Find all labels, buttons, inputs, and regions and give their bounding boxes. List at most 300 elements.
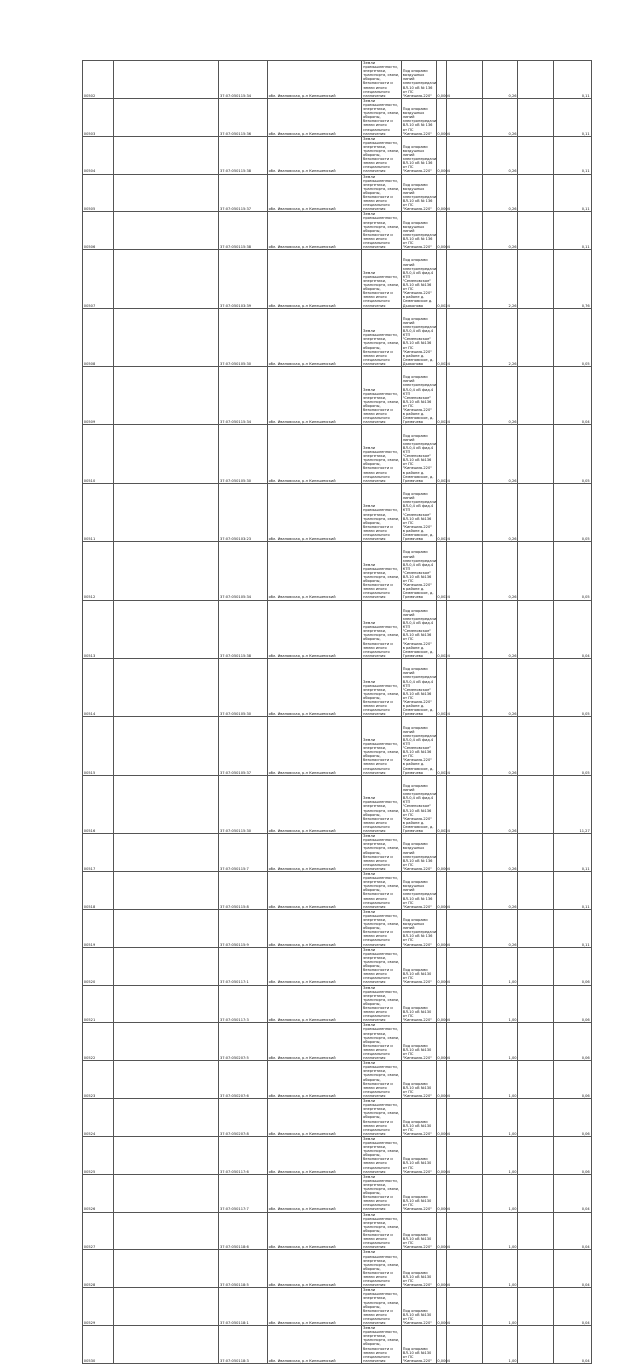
- value-b-cell: 0,26: [482, 367, 518, 425]
- value-c-cell: 0,06: [553, 1136, 591, 1174]
- empty-cell: [113, 600, 219, 658]
- land-category-cell: Земли промышленности, энергетики, транспорта, связи, обороны, безопасности и земли иного специального назначения: [362, 1326, 402, 1364]
- purpose-cell: Под опорами ВЛ-10 кВ №130 от ПС "Кинешма-220": [401, 1061, 436, 1099]
- empty-cell: [447, 61, 483, 99]
- value-b-cell: 0,26: [482, 834, 518, 872]
- table-row: [83, 834, 592, 872]
- land-category-cell: Земли промышленности, энергетики, транспорта, связи, обороны, безопасности и земли иного специального назначения: [362, 61, 402, 99]
- value-c-cell: 0,11: [553, 136, 591, 174]
- purpose-cell: Под опорами ВЛ-10 кВ №130 от ПС "Кинешма-220": [401, 985, 436, 1023]
- table-row: [83, 909, 592, 947]
- location-cell: обл. Ивановская, р-н Кинешемский: [267, 1326, 362, 1364]
- land-category-cell: Земли промышленности, энергетики, транспорта, связи, обороны, безопасности и земли иного специального назначения: [362, 250, 402, 308]
- value-c-cell: 0,04: [553, 367, 591, 425]
- purpose-cell: Под опорами воздушных линий электропередачи ВЛ-10 кВ № 136 от ПС "Кинешма-220": [401, 834, 436, 872]
- empty-cell: [113, 658, 219, 716]
- table-row: [83, 61, 592, 99]
- empty-cell: [518, 717, 554, 775]
- location-cell: обл. Ивановская, р-н Кинешемский: [267, 1023, 362, 1061]
- cadastral-number-cell: 37:07:050118:5: [219, 1250, 268, 1288]
- empty-cell: [113, 483, 219, 541]
- area-cell: 0,0004: [436, 1288, 447, 1326]
- row-id-cell: 00524: [83, 1099, 114, 1137]
- empty-cell: [113, 717, 219, 775]
- land-category-cell: Земли промышленности, энергетики, транспорта, связи, обороны, безопасности и земли иного специального назначения: [362, 1023, 402, 1061]
- area-cell: 0,0004: [436, 98, 447, 136]
- empty-cell: [113, 909, 219, 947]
- empty-cell: [447, 483, 483, 541]
- empty-cell: [113, 1061, 219, 1099]
- table-row: [83, 367, 592, 425]
- area-cell: 0,0024: [436, 658, 447, 716]
- empty-cell: [447, 542, 483, 600]
- empty-cell: [113, 947, 219, 985]
- row-id-cell: 00514: [83, 658, 114, 716]
- value-c-cell: 11,27: [553, 775, 591, 833]
- value-b-cell: 0,26: [482, 600, 518, 658]
- purpose-cell: Под опорами линий электропередачи ВЛ-0,4 кВ фид.4 КТП "Семеновское" ВЛ-10 кВ №136 от ПС "Кинешма-220" в районе д. Семеновское, д. Гремячево: [401, 658, 436, 716]
- location-cell: обл. Ивановская, р-н Кинешемский: [267, 98, 362, 136]
- purpose-cell: Под опорами ВЛ-10 кВ №130 от ПС "Кинешма-220": [401, 1250, 436, 1288]
- cadastral-number-cell: 37:07:050118:3: [219, 1326, 268, 1364]
- value-b-cell: 1,00: [482, 1250, 518, 1288]
- empty-cell: [447, 985, 483, 1023]
- table-row: [83, 1288, 592, 1326]
- value-c-cell: 0,05: [553, 717, 591, 775]
- purpose-cell: Под опорами линий электропередачи ВЛ-0,4 кВ фид.4 КТП "Семеновское" ВЛ-10 кВ №136 от ПС "Кинешма-220" в районе д. Семеновское, д. Гремячево: [401, 483, 436, 541]
- land-category-cell: Земли промышленности, энергетики, транспорта, связи, обороны, безопасности и земли иного специального назначения: [362, 600, 402, 658]
- purpose-cell: Под опорами воздушных линий электропередачи ВЛ-10 кВ № 136 от ПС "Кинешма-220": [401, 61, 436, 99]
- area-cell: 0,0024: [436, 775, 447, 833]
- value-c-cell: 0,06: [553, 1099, 591, 1137]
- land-category-cell: Земли промышленности, энергетики, транспорта, связи, обороны, безопасности и земли иного специального назначения: [362, 483, 402, 541]
- land-category-cell: Земли промышленности, энергетики, транспорта, связи, обороны, безопасности и земли иного специального назначения: [362, 1099, 402, 1137]
- location-cell: обл. Ивановская, р-н Кинешемский: [267, 542, 362, 600]
- empty-cell: [447, 775, 483, 833]
- value-b-cell: 0,26: [482, 425, 518, 483]
- cadastral-number-cell: 37:07:050115:38: [219, 212, 268, 250]
- empty-cell: [447, 212, 483, 250]
- value-b-cell: 0,26: [482, 98, 518, 136]
- empty-cell: [113, 1023, 219, 1061]
- value-c-cell: 0,05: [553, 542, 591, 600]
- empty-cell: [113, 1288, 219, 1326]
- value-b-cell: 1,00: [482, 985, 518, 1023]
- document-page: [82, 60, 590, 1364]
- empty-cell: [518, 136, 554, 174]
- location-cell: обл. Ивановская, р-н Кинешемский: [267, 136, 362, 174]
- empty-cell: [447, 425, 483, 483]
- cadastral-number-cell: 37:07:050115:36: [219, 98, 268, 136]
- table-row: [83, 1099, 592, 1137]
- location-cell: обл. Ивановская, р-н Кинешемский: [267, 1136, 362, 1174]
- value-c-cell: 0,11: [553, 98, 591, 136]
- value-c-cell: 0,11: [553, 212, 591, 250]
- empty-cell: [113, 250, 219, 308]
- empty-cell: [518, 1326, 554, 1364]
- value-c-cell: 0,04: [553, 1212, 591, 1250]
- empty-cell: [447, 1250, 483, 1288]
- purpose-cell: Под опорами ВЛ-10 кВ №130 от ПС "Кинешма-220": [401, 1023, 436, 1061]
- table-row: [83, 98, 592, 136]
- value-c-cell: 0,05: [553, 658, 591, 716]
- table-row: [83, 658, 592, 716]
- empty-cell: [518, 1099, 554, 1137]
- land-category-cell: Земли промышленности, энергетики, транспорта, связи, обороны, безопасности и земли иного специального назначения: [362, 834, 402, 872]
- empty-cell: [518, 947, 554, 985]
- empty-cell: [113, 1212, 219, 1250]
- table-row: [83, 1174, 592, 1212]
- table-row: [83, 174, 592, 212]
- land-category-cell: Земли промышленности, энергетики, транспорта, связи, обороны, безопасности и земли иного специального назначения: [362, 308, 402, 366]
- land-category-cell: Земли промышленности, энергетики, транспорта, связи, обороны, безопасности и земли иного специального назначения: [362, 909, 402, 947]
- location-cell: обл. Ивановская, р-н Кинешемский: [267, 367, 362, 425]
- empty-cell: [113, 985, 219, 1023]
- area-cell: 0,0004: [436, 1061, 447, 1099]
- row-id-cell: 00529: [83, 1288, 114, 1326]
- table-row: [83, 947, 592, 985]
- table-row: [83, 871, 592, 909]
- row-id-cell: 00520: [83, 947, 114, 985]
- empty-cell: [447, 367, 483, 425]
- empty-cell: [518, 909, 554, 947]
- land-plots-table: [82, 60, 592, 1364]
- empty-cell: [447, 1061, 483, 1099]
- empty-cell: [113, 1250, 219, 1288]
- table-row: [83, 250, 592, 308]
- purpose-cell: Под опорами воздушных линий электропередачи ВЛ-10 кВ № 136 от ПС "Кинешма-220": [401, 136, 436, 174]
- row-id-cell: 00509: [83, 367, 114, 425]
- value-c-cell: 0,11: [553, 871, 591, 909]
- empty-cell: [447, 1174, 483, 1212]
- row-id-cell: 00526: [83, 1174, 114, 1212]
- cadastral-number-cell: 37:07:050115:8: [219, 871, 268, 909]
- empty-cell: [113, 212, 219, 250]
- area-cell: 0,0004: [436, 1250, 447, 1288]
- cadastral-number-cell: 37:07:050115:30: [219, 775, 268, 833]
- purpose-cell: Под опорами воздушных линий электропередачи ВЛ-10 кВ № 136 от ПС "Кинешма-220": [401, 174, 436, 212]
- value-b-cell: 1,00: [482, 1174, 518, 1212]
- area-cell: 0,0004: [436, 1023, 447, 1061]
- empty-cell: [113, 1326, 219, 1364]
- value-b-cell: 2,26: [482, 308, 518, 366]
- value-b-cell: 0,26: [482, 717, 518, 775]
- value-b-cell: 1,00: [482, 1136, 518, 1174]
- location-cell: обл. Ивановская, р-н Кинешемский: [267, 909, 362, 947]
- empty-cell: [518, 775, 554, 833]
- empty-cell: [113, 98, 219, 136]
- purpose-cell: Под опорами ВЛ-10 кВ №130 от ПС "Кинешма-220": [401, 1326, 436, 1364]
- purpose-cell: Под опорами линий электропередачи ВЛ-0,4 кВ фид.4 КТП "Семеновское" ВЛ-10 кВ №136 от ПС "Кинешма-220" в районе д. Семеновское, д. Гремячево: [401, 775, 436, 833]
- row-id-cell: 00527: [83, 1212, 114, 1250]
- empty-cell: [447, 909, 483, 947]
- row-id-cell: 00516: [83, 775, 114, 833]
- cadastral-number-cell: 37:07:050117:7: [219, 1174, 268, 1212]
- cadastral-number-cell: 37:07:050115:38: [219, 136, 268, 174]
- land-category-cell: Земли промышленности, энергетики, транспорта, связи, обороны, безопасности и земли иного специального назначения: [362, 1136, 402, 1174]
- location-cell: обл. Ивановская, р-н Кинешемский: [267, 212, 362, 250]
- land-category-cell: Земли промышленности, энергетики, транспорта, связи, обороны, безопасности и земли иного специального назначения: [362, 1174, 402, 1212]
- row-id-cell: 00517: [83, 834, 114, 872]
- area-cell: 0,0024: [436, 717, 447, 775]
- row-id-cell: 00530: [83, 1326, 114, 1364]
- location-cell: обл. Ивановская, р-н Кинешемский: [267, 1061, 362, 1099]
- cadastral-number-cell: 37:07:050117:3: [219, 985, 268, 1023]
- cadastral-number-cell: 37:07:050207:6: [219, 1061, 268, 1099]
- purpose-cell: Под опорами воздушных линий электропередачи ВЛ-10 кВ № 136 от ПС "Кинешма-220": [401, 909, 436, 947]
- empty-cell: [447, 1288, 483, 1326]
- purpose-cell: Под опорами ВЛ-10 кВ №130 от ПС "Кинешма-220": [401, 1212, 436, 1250]
- empty-cell: [518, 834, 554, 872]
- land-category-cell: Земли промышленности, энергетики, транспорта, связи, обороны, безопасности и земли иного специального назначения: [362, 136, 402, 174]
- land-category-cell: Земли промышленности, энергетики, транспорта, связи, обороны, безопасности и земли иного специального назначения: [362, 425, 402, 483]
- cadastral-number-cell: 37:07:050117:1: [219, 947, 268, 985]
- land-category-cell: Земли промышленности, энергетики, транспорта, связи, обороны, безопасности и земли иного специального назначения: [362, 367, 402, 425]
- land-category-cell: Земли промышленности, энергетики, транспорта, связи, обороны, безопасности и земли иного специального назначения: [362, 717, 402, 775]
- area-cell: 0,0024: [436, 483, 447, 541]
- empty-cell: [447, 1099, 483, 1137]
- empty-cell: [113, 775, 219, 833]
- row-id-cell: 00519: [83, 909, 114, 947]
- empty-cell: [518, 308, 554, 366]
- cadastral-number-cell: 37:07:050207:8: [219, 1099, 268, 1137]
- empty-cell: [518, 1212, 554, 1250]
- land-category-cell: Земли промышленности, энергетики, транспорта, связи, обороны, безопасности и земли иного специального назначения: [362, 174, 402, 212]
- table-row: [83, 308, 592, 366]
- cadastral-number-cell: 37:07:050118:1: [219, 1288, 268, 1326]
- empty-cell: [113, 1099, 219, 1137]
- purpose-cell: Под опорами линий электропередачи ВЛ-0,4 кВ фид.4 КТП "Семеновское" ВЛ-10 кВ №136 от ПС "Кинешма-220" в районе д. Семеновское д. Дьяконово: [401, 250, 436, 308]
- land-category-cell: Земли промышленности, энергетики, транспорта, связи, обороны, безопасности и земли иного специального назначения: [362, 658, 402, 716]
- empty-cell: [518, 98, 554, 136]
- cadastral-number-cell: 37:07:050115:38: [219, 600, 268, 658]
- empty-cell: [113, 425, 219, 483]
- table-row: [83, 425, 592, 483]
- location-cell: обл. Ивановская, р-н Кинешемский: [267, 658, 362, 716]
- empty-cell: [447, 947, 483, 985]
- cadastral-number-cell: 37:07:050105:30: [219, 658, 268, 716]
- area-cell: 0,0024: [436, 425, 447, 483]
- purpose-cell: Под опорами воздушных линий электропередачи ВЛ-10 кВ № 136 от ПС "Кинешма-220": [401, 871, 436, 909]
- area-cell: 0,0004: [436, 985, 447, 1023]
- value-b-cell: 0,26: [482, 61, 518, 99]
- empty-cell: [447, 658, 483, 716]
- empty-cell: [447, 1326, 483, 1364]
- value-b-cell: 0,26: [482, 871, 518, 909]
- location-cell: обл. Ивановская, р-н Кинешемский: [267, 250, 362, 308]
- cadastral-number-cell: 37:07:050105:30: [219, 308, 268, 366]
- table-row: [83, 483, 592, 541]
- value-c-cell: 0,04: [553, 1326, 591, 1364]
- value-b-cell: 0,26: [482, 775, 518, 833]
- empty-cell: [518, 1250, 554, 1288]
- row-id-cell: 00522: [83, 1023, 114, 1061]
- row-id-cell: 00515: [83, 717, 114, 775]
- location-cell: обл. Ивановская, р-н Кинешемский: [267, 1174, 362, 1212]
- cadastral-number-cell: 37:07:050105:30: [219, 425, 268, 483]
- value-b-cell: 0,26: [482, 174, 518, 212]
- row-id-cell: 00502: [83, 61, 114, 99]
- land-category-cell: Земли промышленности, энергетики, транспорта, связи, обороны, безопасности и земли иного специального назначения: [362, 775, 402, 833]
- area-cell: 0,0004: [436, 871, 447, 909]
- location-cell: обл. Ивановская, р-н Кинешемский: [267, 425, 362, 483]
- row-id-cell: 00508: [83, 308, 114, 366]
- purpose-cell: Под опорами линий электропередачи ВЛ-0,4 кВ фид.4 КТП "Семеновское" ВЛ-10 кВ №136 от ПС "Кинешма-220" в районе д. Семеновское, д. Гремячево: [401, 600, 436, 658]
- table-row: [83, 1250, 592, 1288]
- row-id-cell: 00506: [83, 212, 114, 250]
- empty-cell: [518, 61, 554, 99]
- area-cell: 0,0004: [436, 909, 447, 947]
- value-b-cell: 2,26: [482, 250, 518, 308]
- area-cell: 0,0004: [436, 174, 447, 212]
- area-cell: 0,0024: [436, 542, 447, 600]
- cadastral-number-cell: 37:07:050103:23: [219, 483, 268, 541]
- land-category-cell: Земли промышленности, энергетики, транспорта, связи, обороны, безопасности и земли иного специального назначения: [362, 542, 402, 600]
- row-id-cell: 00503: [83, 98, 114, 136]
- location-cell: обл. Ивановская, р-н Кинешемский: [267, 1288, 362, 1326]
- location-cell: обл. Ивановская, р-н Кинешемский: [267, 1212, 362, 1250]
- value-b-cell: 0,26: [482, 136, 518, 174]
- value-b-cell: 0,26: [482, 212, 518, 250]
- value-b-cell: 0,26: [482, 909, 518, 947]
- empty-cell: [113, 871, 219, 909]
- cadastral-number-cell: 37:07:050115:34: [219, 61, 268, 99]
- value-b-cell: 1,00: [482, 1212, 518, 1250]
- table-row: [83, 775, 592, 833]
- cadastral-number-cell: 37:07:050103:39: [219, 250, 268, 308]
- area-cell: 0,0004: [436, 1174, 447, 1212]
- table-row: [83, 985, 592, 1023]
- cadastral-number-cell: 37:07:050117:6: [219, 1136, 268, 1174]
- land-category-cell: Земли промышленности, энергетики, транспорта, связи, обороны, безопасности и земли иного специального назначения: [362, 985, 402, 1023]
- location-cell: обл. Ивановская, р-н Кинешемский: [267, 1250, 362, 1288]
- empty-cell: [518, 1023, 554, 1061]
- empty-cell: [518, 985, 554, 1023]
- empty-cell: [113, 308, 219, 366]
- value-c-cell: 0,04: [553, 1288, 591, 1326]
- value-b-cell: 0,26: [482, 658, 518, 716]
- empty-cell: [447, 136, 483, 174]
- location-cell: обл. Ивановская, р-н Кинешемский: [267, 61, 362, 99]
- table-row: [83, 212, 592, 250]
- table-row: [83, 600, 592, 658]
- row-id-cell: 00528: [83, 1250, 114, 1288]
- value-c-cell: 0,06: [553, 1061, 591, 1099]
- table-row: [83, 1326, 592, 1364]
- cadastral-number-cell: 37:07:050115:7: [219, 834, 268, 872]
- row-id-cell: 00513: [83, 600, 114, 658]
- area-cell: 0,0004: [436, 947, 447, 985]
- area-cell: 0,0024: [436, 250, 447, 308]
- value-b-cell: 1,00: [482, 1099, 518, 1137]
- empty-cell: [518, 174, 554, 212]
- purpose-cell: Под опорами ВЛ-10 кВ №130 от ПС "Кинешма-220": [401, 1174, 436, 1212]
- area-cell: 0,0024: [436, 600, 447, 658]
- value-c-cell: 0,05: [553, 483, 591, 541]
- cadastral-number-cell: 37:07:050207:5: [219, 1023, 268, 1061]
- location-cell: обл. Ивановская, р-н Кинешемский: [267, 174, 362, 212]
- area-cell: 0,0004: [436, 136, 447, 174]
- purpose-cell: Под опорами линий электропередачи ВЛ-0,4 кВ фид.4 КТП "Семеновское" ВЛ-10 кВ №136 от ПС "Кинешма-220" в районе д. Семеновское, д. Дьяконово: [401, 308, 436, 366]
- cadastral-number-cell: 37:07:050115:34: [219, 367, 268, 425]
- empty-cell: [518, 483, 554, 541]
- purpose-cell: Под опорами линий электропередачи ВЛ-0,4 кВ фид.4 КТП "Семеновское" ВЛ-10 кВ №136 от ПС "Кинешма-220" в районе д. Семеновское, д. Гремячево: [401, 425, 436, 483]
- value-c-cell: 0,06: [553, 985, 591, 1023]
- value-c-cell: 0,76: [553, 250, 591, 308]
- empty-cell: [518, 871, 554, 909]
- empty-cell: [518, 212, 554, 250]
- area-cell: 0,0004: [436, 1212, 447, 1250]
- empty-cell: [518, 1136, 554, 1174]
- empty-cell: [113, 61, 219, 99]
- land-category-cell: Земли промышленности, энергетики, транспорта, связи, обороны, безопасности и земли иного специального назначения: [362, 1212, 402, 1250]
- area-cell: 0,0004: [436, 212, 447, 250]
- empty-cell: [447, 174, 483, 212]
- land-category-cell: Земли промышленности, энергетики, транспорта, связи, обороны, безопасности и земли иного специального назначения: [362, 947, 402, 985]
- empty-cell: [518, 250, 554, 308]
- value-b-cell: 1,00: [482, 1023, 518, 1061]
- location-cell: обл. Ивановская, р-н Кинешемский: [267, 871, 362, 909]
- value-c-cell: 0,11: [553, 909, 591, 947]
- cadastral-number-cell: 37:07:050115:37: [219, 174, 268, 212]
- table-row: [83, 542, 592, 600]
- row-id-cell: 00504: [83, 136, 114, 174]
- area-cell: 0,0004: [436, 834, 447, 872]
- empty-cell: [447, 834, 483, 872]
- location-cell: обл. Ивановская, р-н Кинешемский: [267, 947, 362, 985]
- land-category-cell: Земли промышленности, энергетики, транспорта, связи, обороны, безопасности и земли иного специального назначения: [362, 1250, 402, 1288]
- area-cell: 0,0004: [436, 1326, 447, 1364]
- table-row: [83, 1212, 592, 1250]
- table-row: [83, 1061, 592, 1099]
- empty-cell: [113, 1136, 219, 1174]
- row-id-cell: 00511: [83, 483, 114, 541]
- value-c-cell: 0,11: [553, 834, 591, 872]
- empty-cell: [113, 542, 219, 600]
- row-id-cell: 00518: [83, 871, 114, 909]
- table-row: [83, 136, 592, 174]
- land-category-cell: Земли промышленности, энергетики, транспорта, связи, обороны, безопасности и земли иного специального назначения: [362, 1061, 402, 1099]
- empty-cell: [518, 367, 554, 425]
- empty-cell: [447, 871, 483, 909]
- table-row: [83, 1023, 592, 1061]
- location-cell: обл. Ивановская, р-н Кинешемский: [267, 483, 362, 541]
- purpose-cell: Под опорами линий электропередачи ВЛ-0,4 кВ фид.4 КТП "Семеновское" ВЛ-10 кВ №136 от ПС "Кинешма-220" в районе д. Семеновское, д. Гремячево: [401, 367, 436, 425]
- value-c-cell: 0,05: [553, 425, 591, 483]
- land-category-cell: Земли промышленности, энергетики, транспорта, связи, обороны, безопасности и земли иного специального назначения: [362, 212, 402, 250]
- area-cell: 0,0024: [436, 308, 447, 366]
- location-cell: обл. Ивановская, р-н Кинешемский: [267, 775, 362, 833]
- row-id-cell: 00507: [83, 250, 114, 308]
- land-category-cell: Земли промышленности, энергетики, транспорта, связи, обороны, безопасности и земли иного специального назначения: [362, 98, 402, 136]
- purpose-cell: Под опорами воздушных линий электропередачи ВЛ-10 кВ № 136 от ПС "Кинешма-220": [401, 98, 436, 136]
- location-cell: обл. Ивановская, р-н Кинешемский: [267, 600, 362, 658]
- empty-cell: [447, 250, 483, 308]
- cadastral-number-cell: 37:07:050115:9: [219, 909, 268, 947]
- empty-cell: [113, 367, 219, 425]
- empty-cell: [518, 600, 554, 658]
- table-row: [83, 717, 592, 775]
- area-cell: 0,0004: [436, 61, 447, 99]
- empty-cell: [447, 1136, 483, 1174]
- empty-cell: [113, 834, 219, 872]
- empty-cell: [113, 136, 219, 174]
- value-b-cell: 1,00: [482, 947, 518, 985]
- purpose-cell: Под опорами ВЛ-10 кВ №130 от ПС "Кинешма-220": [401, 1288, 436, 1326]
- empty-cell: [447, 308, 483, 366]
- empty-cell: [518, 1061, 554, 1099]
- value-b-cell: 1,00: [482, 1326, 518, 1364]
